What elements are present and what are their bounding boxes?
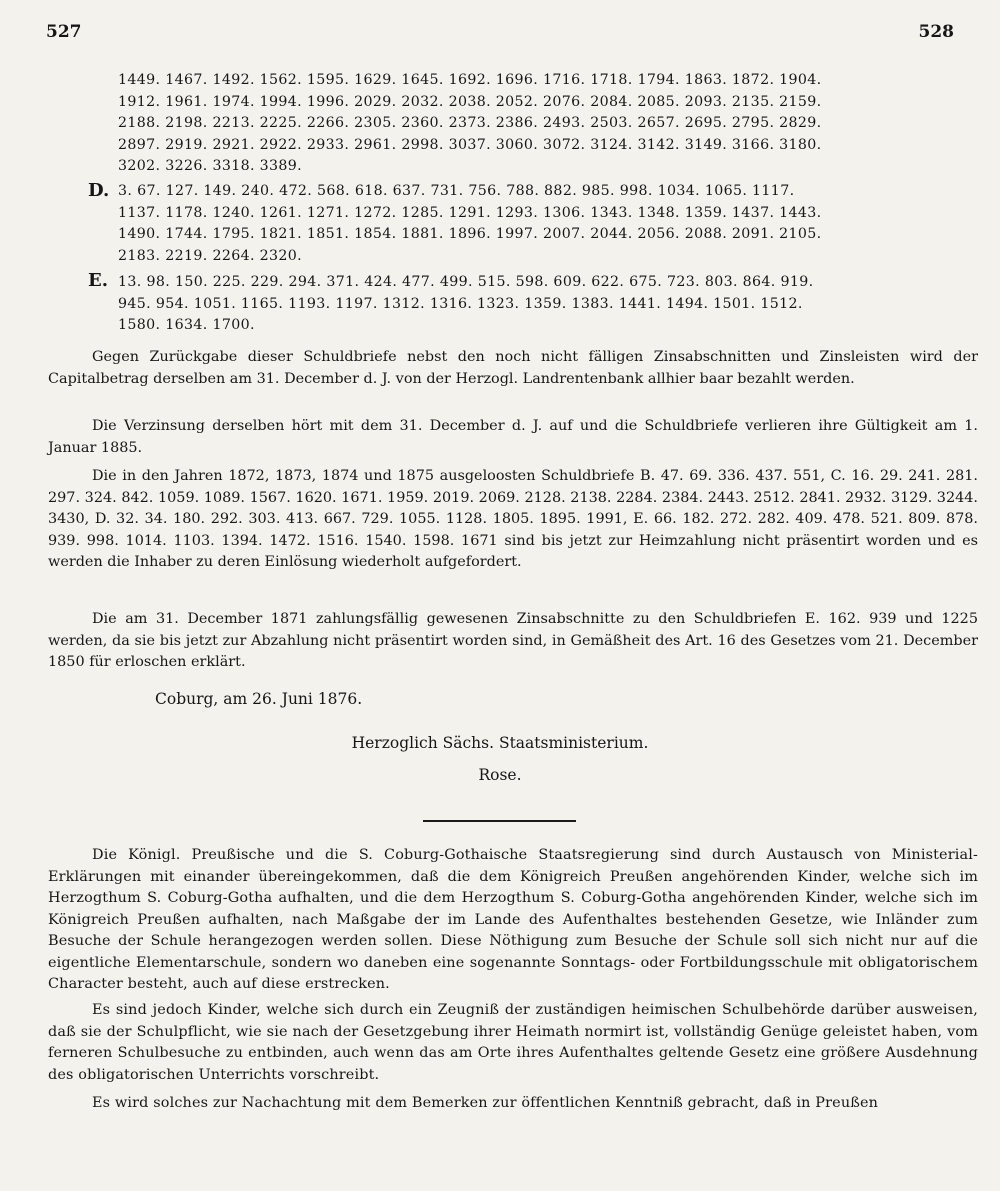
paragraph-repayment: Gegen Zurückgabe dieser Schuldbriefe nebst den noch nicht fälligen Zinsabschnitten und Zinsleisten wird der Capitalbetrag derselben am 31. December d. J. von der Herzogl. Landrentenbank allhier baar bezahlt werden. <box>48 349 978 387</box>
paragraph-unredeemed-bonds: Die in den Jahren 1872, 1873, 1874 und 1875 ausgeloosten Schuldbriefe B. 47. 69. 336. 437. 551, C. 16. 29. 241. 281. 297. 324. 842. 1059. 1089. 1567. 1620. 1671. 1959. 2019. 2069. 2128. 2138. 2284. 2384. 2443. 2512. 2841. 2932. 3129. 3244. 3430, D. 32. 34. 180. 292. 303. 413. 667. 729. 1055. 1128. 1805. 1895. 1991, E. 66. 182. 272. 282. 409. 478. 521. 809. 878. 939. 998. 1014. 1103. 1394. 1472. 1516. 1540. 1598. 1671 sind bis jetzt zur Heimzahlung nicht präsentirt worden und es werden die Inhaber zu deren Einlösung wiederholt aufgefordert. <box>48 468 978 570</box>
list-line: 1912. 1961. 1974. 1994. 1996. 2029. 2032. 2038. 2052. 2076. 2084. 2085. 2093. 2135. 2159. <box>118 93 822 110</box>
list-line: 2188. 2198. 2213. 2225. 2266. 2305. 2360. 2373. 2386. 2493. 2503. 2657. 2695. 2795. 2829. <box>118 115 822 131</box>
series-letter-d: D. <box>88 180 110 201</box>
list-line: 1580. 1634. 1700. <box>118 317 255 333</box>
bond-number-list-d <box>118 181 978 267</box>
notice-paragraph-publication: Es wird solches zur Nachachtung mit dem Bemerken zur öffentlichen Kenntniß gebracht, daß in Preußen <box>92 1095 879 1111</box>
ministry-name: Herzoglich Sächs. Staatsministerium. <box>351 734 649 752</box>
place-date: Coburg, am 26. Juni 1876. <box>155 690 363 708</box>
signatory-name: Rose. <box>478 766 522 784</box>
bond-number-list-e <box>118 272 978 337</box>
list-line: 2183. 2219. 2264. 2320. <box>118 247 303 264</box>
list-line: 1449. 1467. 1492. 1562. 1595. 1629. 1645. 1692. 1696. 1716. 1718. 1794. 1863. 1872. 1904. <box>118 72 822 88</box>
notice-paragraph-school-agreement: Die Königl. Preußische und die S. Coburg-Gothaische Staatsregierung sind durch Austausch von Ministerial-Erklärungen mit einander übereingekommen, daß die dem Königreich Preußen angehörenden Kinder, welche sich im Herzogthum S. Coburg-Gotha aufhalten, und die dem Herzogthum S. Coburg-Gotha angehörenden Kinder, welche sich im Königreich Preußen aufhalten, nach Maßgabe der im Lande des Aufenthaltes bestehenden Gesetze, wie Inländer zum Besuche der Schule herangezogen werden sollen. Diese Nöthigung zum Besuche der Schule soll sich nicht nur auf die eigentliche Elementarschule, sondern wo daneben eine sogenannte Sonntags- oder Fortbildungsschule mit obligatorischem Character besteht, auch auf diese erstrecken. <box>48 847 978 992</box>
paragraph-expired-coupons: Die am 31. December 1871 zahlungsfällig gewesenen Zinsabschnitte zu den Schuldbriefen E. 162. 939 und 1225 werden, da sie bis jetzt zur Abzahlung nicht präsentirt worden sind, in Gemäßheit des Art. 16 des Gesetzes vom 21. December 1850 für erloschen erklärt. <box>48 611 978 670</box>
section-divider <box>423 820 576 822</box>
list-line: 1490. 1744. 1795. 1821. 1851. 1854. 1881. 1896. 1997. 2007. 2044. 2056. 2088. 2091. 2105. <box>118 226 822 242</box>
list-line: 1137. 1178. 1240. 1261. 1271. 1272. 1285. 1291. 1293. 1306. 1343. 1348. 1359. 1437. 1443. <box>118 204 822 221</box>
list-line: 3. 67. 127. 149. 240. 472. 568. 618. 637. 731. 756. 788. 882. 985. 998. 1034. 1065. 1117. <box>118 183 795 199</box>
paragraph-interest-end: Die Verzinsung derselben hört mit dem 31. December d. J. auf und die Schuldbriefe verlieren ihre Gültigkeit am 1. Januar 1885. <box>48 418 978 456</box>
page-number-left: 527 <box>46 22 82 42</box>
page-number-right: 528 <box>918 22 954 42</box>
list-line: 2897. 2919. 2921. 2922. 2933. 2961. 2998. 3037. 3060. 3072. 3124. 3142. 3149. 3166. 3180. <box>118 136 822 153</box>
list-line: 3202. 3226. 3318. 3389. <box>118 158 303 174</box>
series-letter-e: E. <box>88 270 108 291</box>
list-line: 945. 954. 1051. 1165. 1193. 1197. 1312. 1316. 1323. 1359. 1383. 1441. 1494. 1501. 1512. <box>118 295 803 312</box>
bond-number-list-c <box>118 70 978 178</box>
notice-paragraph-exemption: Es sind jedoch Kinder, welche sich durch ein Zeugniß der zuständigen heimischen Schulbehörde darüber ausweisen, daß sie der Schulpflicht, wie sie nach der Gesetzgebung ihrer Heimath normirt ist, vollständig Genüge geleistet haben, vom ferneren Schulbesuche zu entbinden, auch wenn das am Orte ihres Aufenthaltes geltende Gesetz eine größere Ausdehnung des obligatorischen Unterrichts vorschreibt. <box>48 1002 978 1083</box>
list-line: 13. 98. 150. 225. 229. 294. 371. 424. 477. 499. 515. 598. 609. 622. 675. 723. 803. 864. 919. <box>118 274 814 290</box>
